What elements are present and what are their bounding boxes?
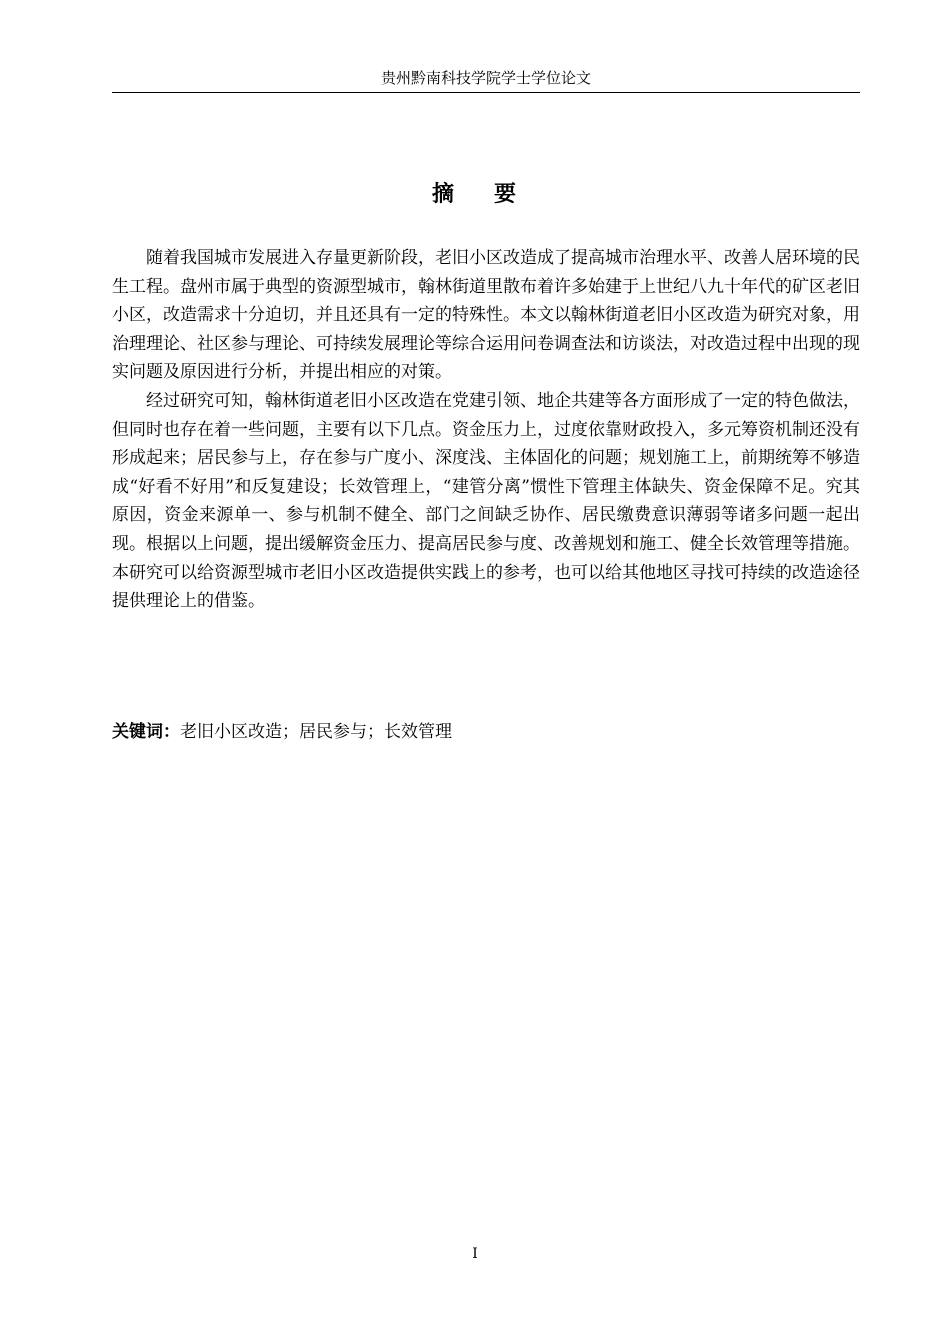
abstract-paragraph-2: 经过研究可知，翰林街道老旧小区改造在党建引领、地企共建等各方面形成了一定的特色做法，但同时也存在着一些问题，主要有以下几点。资金压力上，过度依靠财政投入，多元筹资机制还没有形成起来；居民参与上，存在参与广度小、深度浅、主体固化的问题；规划施工上，前期统筹不够造成“好看不好用”和反复建设；长效管理上，“建管分离”惯性下管理主体缺失、资金保障不足。究其原因，资金来源单一、参与机制不健全、部门之间缺乏协作、居民缴费意识薄弱等诸多问题一起出现。根据以上问题，提出缓解资金压力、提高居民参与度、改善规划和施工、健全长效管理等措施。本研究可以给资源型城市老旧小区改造提供实践上的参考，也可以给其他地区寻找可持续的改造途径提供理论上的借鉴。 [112,390,860,612]
abstract-paragraph-1: 随着我国城市发展进入存量更新阶段，老旧小区改造成了提高城市治理水平、改善人居环境的民生工程。盘州市属于典型的资源型城市，翰林街道里散布着许多始建于上世纪八九十年代的矿区老旧小区，改造需求十分迫切，并且还具有一定的特殊性。本文以翰林街道老旧小区改造为研究对象，用治理理论、社区参与理论、可持续发展理论等综合运用问卷调查法和访谈法，对改造过程中出现的现实问题及原因进行分析，并提出相应的对策。 [112,248,860,383]
abstract-title-part1: 摘 [431,182,456,207]
keywords-label: 关键词： [112,722,180,742]
page-header [112,68,860,93]
header-title: 贵州黔南科技学院学士学位论文 [380,69,591,87]
keywords-value: 老旧小区改造；居民参与；长效管理 [180,722,452,742]
abstract-title [0,178,950,212]
page-number: I [472,1246,478,1262]
abstract-title-part2: 要 [494,182,519,207]
abstract-body [112,244,860,616]
keywords-line [112,718,860,746]
